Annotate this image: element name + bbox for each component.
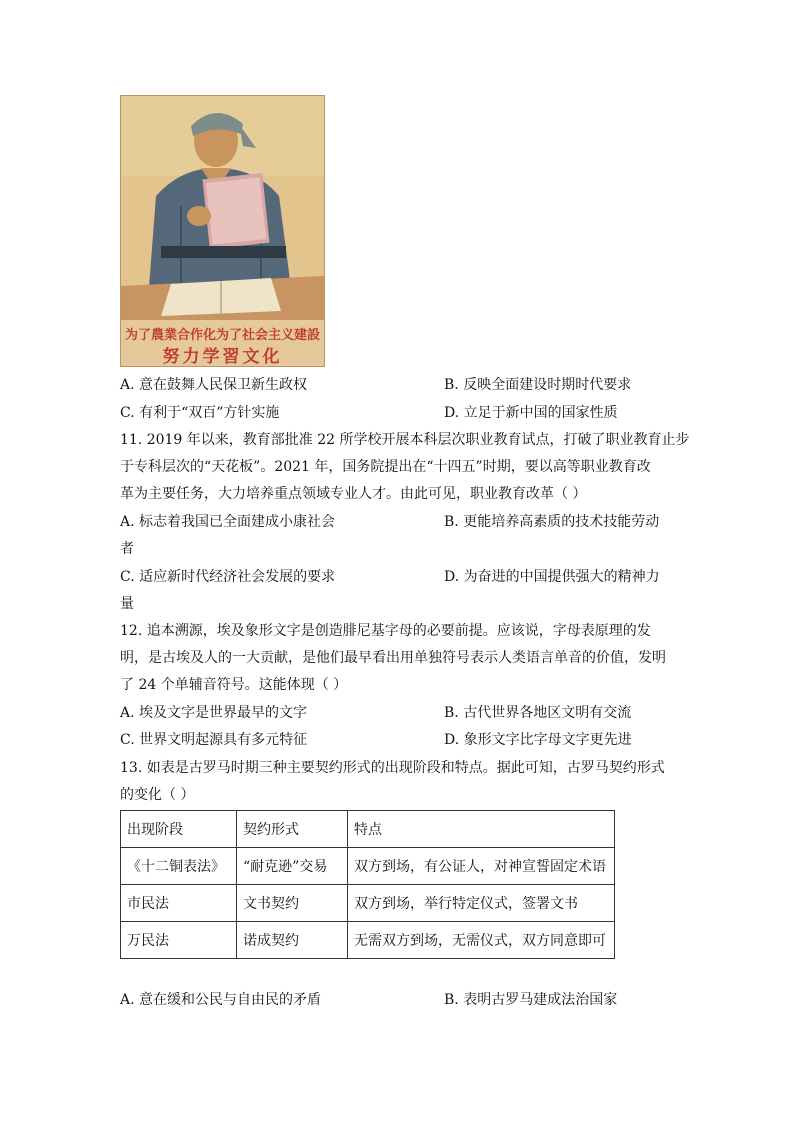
q12-options-row1 <box>120 702 680 724</box>
q11-options-row1 <box>120 511 680 533</box>
q10-options-row2 <box>120 402 680 424</box>
q11-options-row2 <box>120 566 680 588</box>
q12-option-a[interactable]: A. 埃及文字是世界最早的文字 <box>120 705 308 721</box>
table-cell: 诺成契约 <box>237 922 348 959</box>
poster-slogan-line1: 为了農業合作化为了社会主义建設 <box>124 328 320 343</box>
q11-option-d-continued: 量 <box>120 596 134 612</box>
contract-table <box>120 810 615 959</box>
table-header-row <box>121 811 615 848</box>
poster-image <box>120 95 325 367</box>
q10-option-d[interactable]: D. 立足于新中国的国家性质 <box>444 405 618 421</box>
table-cell: 《十二铜表法》 <box>121 848 237 885</box>
q13-options-row1 <box>120 989 680 1011</box>
q12-options-row2 <box>120 729 680 751</box>
q11-stem-line2: 于专科层次的“天花板”。2021 年，国务院提出在“十四五”时期，要以高等职业教育改 <box>120 459 651 475</box>
table-cell: 文书契约 <box>237 885 348 922</box>
q12-option-b[interactable]: B. 古代世界各地区文明有交流 <box>444 705 632 721</box>
table-header-cell: 特点 <box>348 811 615 848</box>
q11-option-a[interactable]: A. 标志着我国已全面建成小康社会 <box>120 514 336 530</box>
q12-stem-line3: 了 24 个单辅音符号。这能体现（ ） <box>120 677 348 693</box>
table-cell: 双方到场，举行特定仪式，签署文书 <box>348 885 615 922</box>
table-cell: 市民法 <box>121 885 237 922</box>
q12-stem-line1: 12. 追本溯源，埃及象形文字是创造腓尼基字母的必要前提。应该说，字母表原理的发 <box>120 623 651 639</box>
table-cell: “耐克逊”交易 <box>237 848 348 885</box>
table-cell: 无需双方到场，无需仪式，双方同意即可 <box>348 922 615 959</box>
q13-stem-line2: 的变化（ ） <box>120 787 195 803</box>
q10-option-b[interactable]: B. 反映全面建设时期时代要求 <box>444 377 632 393</box>
q13-stem-line1: 13. 如表是古罗马时期三种主要契约形式的出现阶段和特点。据此可知，古罗马契约形式 <box>120 760 665 776</box>
q10-option-a[interactable]: A. 意在鼓舞人民保卫新生政权 <box>120 377 308 393</box>
q12-option-d[interactable]: D. 象形文字比字母文字更先进 <box>444 732 632 748</box>
table-cell: 万民法 <box>121 922 237 959</box>
table-row <box>121 922 615 959</box>
q13-option-b[interactable]: B. 表明古罗马建成法治国家 <box>444 992 618 1008</box>
table-cell: 双方到场，有公证人，对神宣誓固定术语 <box>348 848 615 885</box>
poster-slogan-line2: 努力学習文化 <box>162 347 283 367</box>
table-row <box>121 885 615 922</box>
q11-option-b[interactable]: B. 更能培养高素质的技术技能劳动 <box>444 514 660 530</box>
q10-options-row1 <box>120 374 680 396</box>
q11-option-b-continued: 者 <box>120 541 134 557</box>
q13-option-a[interactable]: A. 意在缓和公民与自由民的矛盾 <box>120 992 322 1008</box>
q12-stem-line2: 明，是古埃及人的一大贡献，是他们最早看出用单独符号表示人类语言单音的价值，发明 <box>120 650 666 666</box>
q11-stem-line3: 革为主要任务，大力培养重点领域专业人才。由此可见，职业教育改革（ ） <box>120 486 587 502</box>
q11-stem-line1: 11. 2019 年以来，教育部批准 22 所学校开展本科层次职业教育试点，打破了职业教育止步 <box>120 432 690 448</box>
table-header-cell: 契约形式 <box>237 811 348 848</box>
table-row <box>121 848 615 885</box>
q12-option-c[interactable]: C. 世界文明起源具有多元特征 <box>120 732 308 748</box>
q11-option-d[interactable]: D. 为奋进的中国提供强大的精神力 <box>444 569 660 585</box>
q10-option-c[interactable]: C. 有利于“双百”方针实施 <box>120 405 280 421</box>
q11-option-c[interactable]: C. 适应新时代经济社会发展的要求 <box>120 569 336 585</box>
table-header-cell: 出现阶段 <box>121 811 237 848</box>
